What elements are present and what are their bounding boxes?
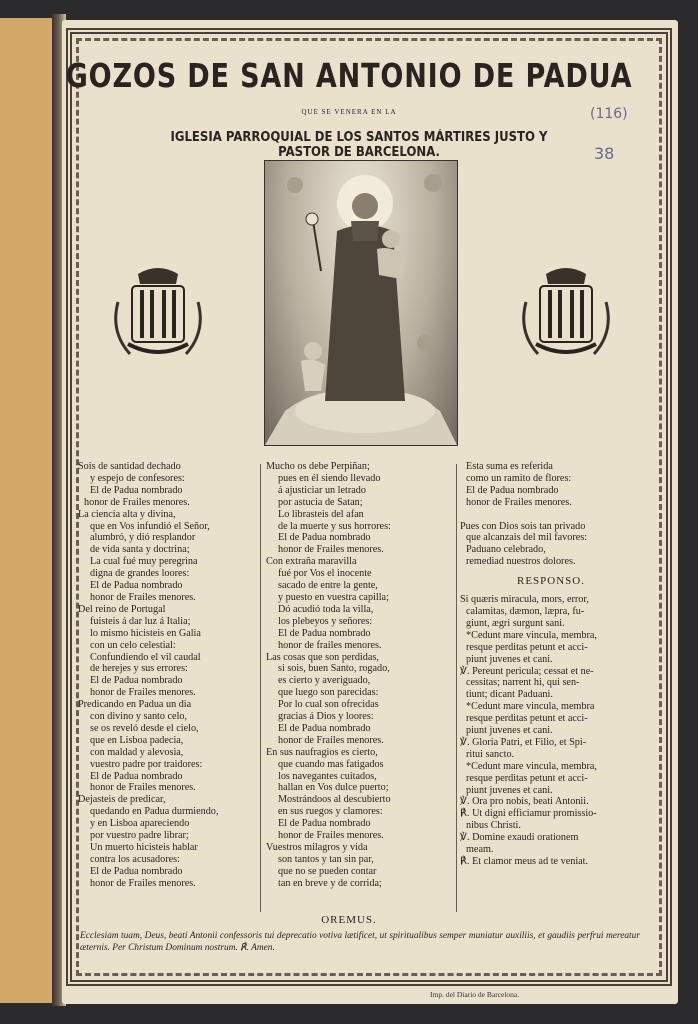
verse-line: con un celo celestial:	[90, 639, 176, 651]
oremus-heading: OREMUS.	[321, 914, 377, 926]
verse-line: honor de Frailes menores.	[278, 544, 384, 556]
verse-line: contra los acusadores:	[90, 853, 180, 865]
verse-line: vuestro padre por traidores:	[90, 758, 203, 770]
subtitle-small: QUE SE VENERA EN LA	[301, 108, 397, 116]
verse-line: Predicando en Padua un dia	[78, 699, 192, 711]
verse-line: Paduano celebrado,	[466, 544, 546, 556]
adjacent-page-edge	[0, 18, 53, 1003]
verse-column-2	[266, 461, 466, 890]
verse-line: como un ramito de flores:	[466, 472, 572, 484]
verse-line: ℣. Gloria Patri, et Filio, et Spi-	[460, 736, 587, 748]
verse-line: meam.	[466, 844, 494, 856]
verse-line: El de Padua nombrado	[278, 532, 371, 544]
barcelona-coat-of-arms-icon	[110, 262, 206, 362]
verse-line: es cierto y averiguado,	[278, 675, 371, 687]
verse-line: *Cedunt mare vincula, membra,	[466, 760, 597, 772]
verse-line: Dejasteis de predicar,	[78, 794, 166, 806]
verse-line: Si quæris miracula, mors, error,	[460, 594, 589, 606]
verse-line: que en Vos infundió el Señor,	[90, 520, 210, 532]
verse-line: que alcanzais del mil favores:	[466, 532, 588, 544]
verse-line: Un muerto hicisteis hablar	[90, 842, 198, 853]
verse-line: ℣. Domine exaudi orationem	[460, 832, 579, 844]
verse-line: honor de Frailes menores.	[90, 591, 196, 603]
verse-line: tan en breve y de corrida;	[278, 877, 382, 889]
verse-line: El de Padua nombrado	[90, 865, 183, 877]
verse-line: El de Padua nombrado	[466, 484, 559, 496]
verse-line: y espejo de confesores:	[90, 472, 185, 484]
verse-line: resque perditas petunt et acci-	[466, 641, 588, 653]
verse-line: honor de Frailes menores.	[90, 877, 196, 889]
verse-line: los plebeyos y señores:	[278, 615, 373, 627]
verse-line: se os reveló desde el cielo,	[90, 722, 199, 734]
verse-line: que no se pueden contar	[278, 865, 377, 877]
verse-line: Esta suma es referida	[466, 461, 553, 472]
verse-line: ℟. Ut digni efficiamur promissio-	[460, 808, 597, 820]
verse-line: resque perditas petunt et acci-	[466, 772, 588, 784]
verse-line: ritui sancto.	[466, 748, 515, 760]
verse-line: de herejes y sus errores:	[90, 663, 188, 675]
verse-line: El de Padua nombrado	[278, 818, 371, 830]
verse-line: Vuestros milagros y vida	[266, 842, 368, 853]
barcelona-coat-of-arms-icon	[518, 262, 614, 362]
verse-line: honor de Frailes menores.	[90, 687, 196, 699]
verse-line: El de Padua nombrado	[278, 722, 371, 734]
verse-line: fuisteis á dar luz á Italia;	[90, 615, 191, 627]
verse-line: hallan en Vos dulce puerto;	[278, 782, 389, 794]
verse-line: que luego son parecidas:	[278, 687, 379, 699]
verse-line: ℟. Et clamor meus ad te veniat.	[460, 856, 589, 867]
verse-line: gracias á Dios y loores:	[278, 711, 374, 723]
verse-line: por astucia de Satan;	[278, 496, 363, 508]
verse-line: honor de frailes menores.	[278, 639, 382, 651]
verse-line: pues en él siendo llevado	[278, 472, 381, 484]
document-title: GOZOS DE SAN ANTONIO DE PADUA	[65, 56, 633, 95]
verse-line: cessitas; narrent hi, qui sen-	[466, 677, 580, 689]
verse-line: y en Lisboa apareciendo	[90, 818, 190, 830]
verse-line: quedando en Padua durmiendo,	[90, 806, 219, 818]
verse-line: Lo librasteis del afan	[278, 508, 364, 520]
verse-line: nibus Christi.	[466, 820, 521, 832]
verse-line: á ajusticiar un letrado	[278, 484, 366, 496]
saint-anthony-engraving-icon	[264, 160, 458, 446]
verse-line: Con extraña maravilla	[266, 556, 357, 568]
verse-line: En sus naufragios es cierto,	[266, 746, 378, 758]
verse-line: si sois, buen Santo, rogado,	[278, 663, 390, 675]
verse-line: con maldad y alevosia,	[90, 746, 184, 758]
verse-line: Las cosas que son perdidas,	[266, 651, 379, 663]
verse-line: fué por Vos el inocente	[278, 568, 372, 580]
verse-line: Pues con Dios sois tan privado	[460, 520, 586, 532]
verse-line: El de Padua nombrado	[278, 627, 371, 639]
verse-line: Confundiendo el vil caudal	[90, 651, 201, 663]
verse-line: digna de grandes loores:	[90, 568, 190, 580]
verse-line: honor de Frailes menores.	[278, 734, 384, 746]
verse-line: honor de Frailes menores.	[278, 830, 384, 842]
verse-line	[460, 509, 642, 521]
verse-line: piunt juvenes et cani.	[466, 725, 553, 737]
verse-line: Dó acudió toda la villa,	[278, 603, 374, 615]
verse-line: giunt, ægri surgunt sani.	[466, 617, 565, 629]
verse-line: ℣. Ora pro nobis, beati Antonii.	[460, 796, 589, 808]
verse-line: El de Padua nombrado	[90, 484, 183, 496]
verse-line: que en Lisboa padecia,	[90, 734, 184, 746]
verse-line: con divino y santo celo,	[90, 711, 188, 723]
verse-line: Sois de santidad dechado	[78, 461, 181, 472]
handwritten-catalog-number: (116)	[590, 106, 628, 122]
church-subtitle: IGLESIA PARROQUIAL DE LOS SANTOS MÁRTIRES JUSTO Y PASTOR DE BARCELONA.	[170, 130, 548, 160]
verse-line: piunt juvenes et cani.	[466, 784, 553, 796]
verse-line: sacado de entre la gente,	[278, 580, 378, 592]
verse-line: de la muerte y sus horrores:	[278, 520, 391, 532]
verse-line: Mucho os debe Perpiñan;	[266, 461, 370, 472]
verse-line: por vuestro padre librar;	[90, 830, 189, 842]
verse-line: en sus ruegos y clamores:	[278, 806, 383, 818]
verse-line: El de Padua nombrado	[90, 770, 183, 782]
verse-column-1	[78, 461, 264, 890]
verse-line: remediad nuestros dolores.	[466, 556, 576, 568]
verse-line: honor de Frailes menores.	[466, 496, 572, 508]
verse-line: calamitas, dæmon, læpra, fu-	[466, 605, 585, 617]
verse-line: lo mismo hicisteis en Galia	[90, 627, 201, 639]
verse-line: *Cedunt mare vincula, membra	[466, 701, 595, 713]
verse-line: *Cedunt mare vincula, membra,	[466, 629, 597, 641]
verse-line: El de Padua nombrado	[90, 580, 183, 592]
verse-line: alumbró, y dió resplandor	[90, 532, 196, 544]
verse-column-3	[460, 461, 642, 868]
printer-imprint: Imp. del Diario de Barcelona.	[430, 990, 520, 999]
verse-line: Por lo cual son ofrecidas	[278, 699, 379, 711]
verse-line: honor de Frailes menores.	[90, 782, 196, 794]
verse-line: La cual fué muy peregrina	[90, 556, 198, 568]
verse-line: tiunt; dicant Paduani.	[466, 689, 553, 701]
verse-line: Mostrándoos al descubierto	[278, 794, 391, 806]
responso-heading: RESPONSO.	[517, 575, 585, 588]
verse-line: que cuando mas fatigados	[278, 758, 384, 770]
verse-line: de vida santa y doctrina;	[90, 544, 190, 556]
verse-line: honor de Frailes menores.	[84, 496, 190, 508]
verse-line: y puesto en vuestra capilla;	[278, 591, 389, 603]
verse-line: los navegantes cuitados,	[278, 770, 377, 782]
verse-line: Del reino de Portugal	[78, 603, 166, 615]
handwritten-note: 38	[594, 144, 615, 163]
verse-line: piunt juvenes et cani.	[466, 653, 553, 665]
verse-line: son tantos y tan sin par,	[278, 853, 374, 865]
verse-line: ℣. Pereunt pericula; cessat et ne-	[460, 665, 594, 677]
verse-line: resque perditas petunt et acci-	[466, 713, 588, 725]
verse-line: El de Padua nombrado	[90, 675, 183, 687]
oremus-prayer: Ecclesiam tuam, Deus, beati Antonii confessoris tui deprecatio votiva lætificet, ut spiritualibus semper muniatur auxiliis, et gaudiis perfrui mereatur æternis. Per Christum Dominum nostrum. ℟. Amen.	[80, 931, 640, 953]
verse-line: La ciencia alta y divina,	[78, 508, 176, 520]
